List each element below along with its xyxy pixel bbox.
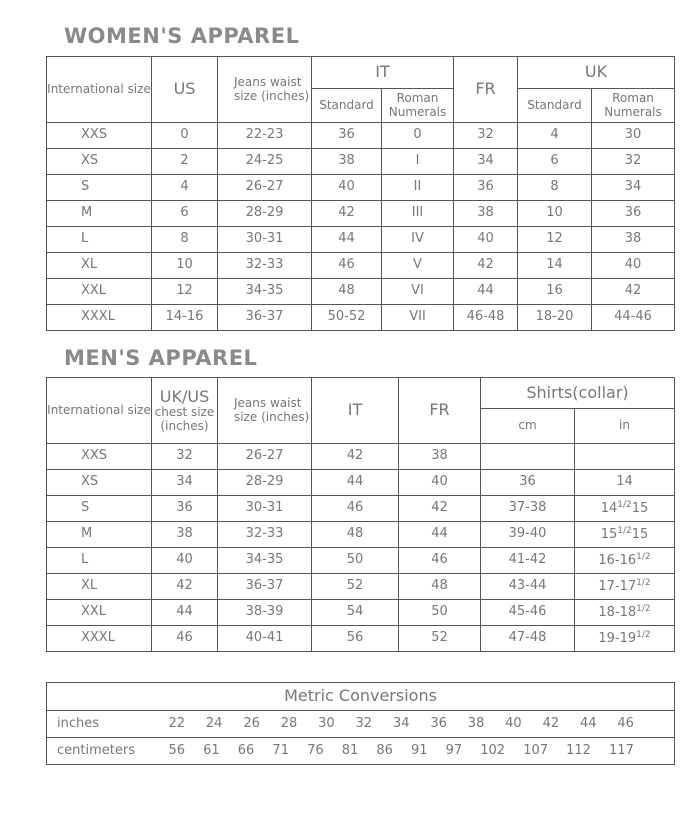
table-row [47, 305, 675, 331]
cm-value: 102 [480, 742, 506, 758]
size-label: XL [47, 253, 152, 279]
women-header-uk: UK [518, 57, 675, 89]
cm-value: 71 [272, 742, 289, 758]
size-label: XXL [47, 279, 152, 305]
fr-size: 38 [454, 201, 518, 227]
fraction-superscript: 1/2 [636, 552, 651, 563]
it-standard: 48 [312, 279, 382, 305]
uk-roman: 34 [592, 175, 675, 201]
it-roman: 0 [382, 123, 454, 149]
cm-value: 61 [203, 742, 220, 758]
fr-size: 44 [454, 279, 518, 305]
it-roman: V [382, 253, 454, 279]
us-size: 10 [152, 253, 218, 279]
uk-standard: 8 [518, 175, 592, 201]
table-row [47, 444, 675, 470]
it-size: 52 [312, 574, 399, 600]
table-row [47, 626, 675, 652]
jeans-waist: 34-35 [218, 279, 312, 305]
uk-standard: 10 [518, 201, 592, 227]
collar-cm: 45-46 [481, 600, 575, 626]
metric-inches-values [151, 711, 675, 738]
jeans-waist: 32-33 [218, 522, 312, 548]
inches-value: 38 [467, 715, 485, 731]
jeans-waist: 24-25 [218, 149, 312, 175]
men-header-ukus [152, 378, 218, 444]
table-row [47, 522, 675, 548]
inches-value: 46 [617, 715, 634, 731]
table-row [47, 548, 675, 574]
collar-in: $15^{1/2}15$ [575, 522, 675, 548]
collar-cm [481, 444, 575, 470]
size-label: M [47, 201, 152, 227]
fr-size: 42 [399, 496, 481, 522]
uk-standard: 12 [518, 227, 592, 253]
collar-in: $18-18^{1/2}$ [575, 600, 675, 626]
inches-value: 26 [243, 715, 260, 731]
fr-size: 44 [399, 522, 481, 548]
jeans-waist: 40-41 [218, 626, 312, 652]
chest-size: 34 [152, 470, 218, 496]
cm-value: 56 [168, 742, 186, 758]
men-size-table [46, 377, 675, 652]
men-header-in: in [575, 409, 675, 444]
jeans-waist: 26-27 [218, 175, 312, 201]
it-standard: 46 [312, 253, 382, 279]
cm-value: 91 [410, 742, 428, 758]
women-header-intl: International size [47, 57, 152, 123]
uk-roman: 32 [592, 149, 675, 175]
women-title: WOMEN'S APPAREL [64, 24, 300, 48]
fraction-superscript: 1/2 [617, 500, 632, 511]
women-header-it-roman: Roman Numerals [382, 89, 454, 123]
collar-in: $14^{1/2}15$ [575, 496, 675, 522]
fr-size: 36 [454, 175, 518, 201]
chest-size: 44 [152, 600, 218, 626]
it-roman: III [382, 201, 454, 227]
size-label: L [47, 227, 152, 253]
it-standard: 50-52 [312, 305, 382, 331]
table-row [47, 201, 675, 227]
it-size: 56 [312, 626, 399, 652]
it-roman: VI [382, 279, 454, 305]
table-row [47, 279, 675, 305]
jeans-waist: 28-29 [218, 470, 312, 496]
us-size: 12 [152, 279, 218, 305]
it-size: 44 [312, 470, 399, 496]
jeans-waist: 30-31 [218, 496, 312, 522]
men-header-cm: cm [481, 409, 575, 444]
women-header-it-standard: Standard [312, 89, 382, 123]
cm-value: 86 [376, 742, 393, 758]
it-standard: 38 [312, 149, 382, 175]
women-header-uk-roman: Roman Numerals [592, 89, 675, 123]
women-size-table [46, 56, 675, 331]
chest-size: 38 [152, 522, 218, 548]
uk-roman: 40 [592, 253, 675, 279]
inches-value: 30 [318, 715, 335, 731]
it-standard: 40 [312, 175, 382, 201]
fr-size: 46-48 [454, 305, 518, 331]
fr-size: 50 [399, 600, 481, 626]
it-size: 48 [312, 522, 399, 548]
cm-value: 117 [609, 742, 634, 758]
fr-size: 34 [454, 149, 518, 175]
table-row [47, 253, 675, 279]
fr-size: 38 [399, 444, 481, 470]
table-row [47, 470, 675, 496]
us-size: 2 [152, 149, 218, 175]
men-title: MEN'S APPAREL [64, 346, 258, 370]
women-header-uk-standard: Standard [518, 89, 592, 123]
it-standard: 36 [312, 123, 382, 149]
size-label: XXXL [47, 305, 152, 331]
inches-value: 24 [205, 715, 223, 731]
size-label: M [47, 522, 152, 548]
jeans-waist: 36-37 [218, 305, 312, 331]
us-size: 4 [152, 175, 218, 201]
women-header-jeans: Jeans waist size (inches) [218, 57, 312, 123]
collar-cm: 47-48 [481, 626, 575, 652]
men-header-shirts: Shirts(collar) [481, 378, 675, 409]
chest-size: 36 [152, 496, 218, 522]
inches-value: 32 [355, 715, 373, 731]
collar-cm: 39-40 [481, 522, 575, 548]
it-roman: IV [382, 227, 454, 253]
size-label: L [47, 548, 152, 574]
cm-value: 97 [445, 742, 463, 758]
us-size: 14-16 [152, 305, 218, 331]
inches-value: 28 [280, 715, 298, 731]
chest-size: 46 [152, 626, 218, 652]
jeans-waist: 38-39 [218, 600, 312, 626]
it-size: 54 [312, 600, 399, 626]
cm-value: 112 [566, 742, 591, 758]
uk-roman: 36 [592, 201, 675, 227]
men-header-jeans: Jeans waist size (inches) [218, 378, 312, 444]
it-size: 50 [312, 548, 399, 574]
chest-size: 42 [152, 574, 218, 600]
cm-value: 66 [237, 742, 255, 758]
collar-in [575, 444, 675, 470]
table-row [47, 175, 675, 201]
table-row [47, 149, 675, 175]
size-label: XXXL [47, 626, 152, 652]
inches-value: 36 [430, 715, 447, 731]
us-size: 6 [152, 201, 218, 227]
chest-size: 32 [152, 444, 218, 470]
it-roman: II [382, 175, 454, 201]
collar-in: $16-16^{1/2}$ [575, 548, 675, 574]
fr-size: 40 [399, 470, 481, 496]
jeans-waist: 36-37 [218, 574, 312, 600]
size-label: XL [47, 574, 152, 600]
metric-cm-label: centimeters [47, 738, 151, 765]
table-row [47, 227, 675, 253]
fr-size: 48 [399, 574, 481, 600]
uk-standard: 14 [518, 253, 592, 279]
it-size: 42 [312, 444, 399, 470]
collar-cm: 41-42 [481, 548, 575, 574]
fr-size: 46 [399, 548, 481, 574]
metric-cm-values [151, 738, 675, 765]
it-size: 46 [312, 496, 399, 522]
chest-size: 40 [152, 548, 218, 574]
cm-value: 81 [341, 742, 359, 758]
fraction-superscript: 1/2 [636, 578, 651, 589]
collar-in: $19-19^{1/2}$ [575, 626, 675, 652]
fraction-superscript: 1/2 [617, 526, 632, 537]
collar-in: $17-17^{1/2}$ [575, 574, 675, 600]
us-size: 0 [152, 123, 218, 149]
inches-value: 22 [168, 715, 186, 731]
us-size: 8 [152, 227, 218, 253]
size-label: S [47, 175, 152, 201]
it-roman: I [382, 149, 454, 175]
women-header-it: IT [312, 57, 454, 89]
collar-cm: 36 [481, 470, 575, 496]
uk-roman: 42 [592, 279, 675, 305]
size-label: XXL [47, 600, 152, 626]
table-row [47, 496, 675, 522]
men-header-ukus-top: UK/US [159, 386, 210, 406]
fr-size: 52 [399, 626, 481, 652]
fr-size: 42 [454, 253, 518, 279]
collar-cm: 37-38 [481, 496, 575, 522]
women-header-us: US [152, 57, 218, 123]
jeans-waist: 34-35 [218, 548, 312, 574]
men-header-it: IT [312, 378, 399, 444]
size-label: XS [47, 149, 152, 175]
collar-in: 14 [575, 470, 675, 496]
metric-title: Metric Conversions [47, 683, 675, 711]
uk-standard: 6 [518, 149, 592, 175]
table-row [47, 600, 675, 626]
uk-roman: 38 [592, 227, 675, 253]
size-label: XXS [47, 444, 152, 470]
metric-inches-label: inches [47, 711, 151, 738]
uk-standard: 18-20 [518, 305, 592, 331]
jeans-waist: 30-31 [218, 227, 312, 253]
uk-roman: 44-46 [592, 305, 675, 331]
uk-standard: 4 [518, 123, 592, 149]
jeans-waist: 28-29 [218, 201, 312, 227]
collar-cm: 43-44 [481, 574, 575, 600]
metric-conversion-table [46, 682, 675, 765]
size-label: XS [47, 470, 152, 496]
women-header-fr: FR [454, 57, 518, 123]
inches-value: 44 [579, 715, 597, 731]
inches-value: 34 [392, 715, 410, 731]
fr-size: 40 [454, 227, 518, 253]
cm-value: 107 [523, 742, 549, 758]
jeans-waist: 26-27 [218, 444, 312, 470]
table-row [47, 123, 675, 149]
it-standard: 42 [312, 201, 382, 227]
size-label: S [47, 496, 152, 522]
fraction-superscript: 1/2 [636, 630, 651, 641]
it-roman: VII [382, 305, 454, 331]
men-header-fr: FR [399, 378, 481, 444]
men-header-intl: International size [47, 378, 152, 444]
uk-roman: 30 [592, 123, 675, 149]
inches-value: 40 [505, 715, 522, 731]
fraction-superscript: 1/2 [636, 604, 651, 615]
cm-value: 76 [307, 742, 324, 758]
uk-standard: 16 [518, 279, 592, 305]
inches-value: 42 [542, 715, 560, 731]
fr-size: 32 [454, 123, 518, 149]
it-standard: 44 [312, 227, 382, 253]
men-header-ukus-sub: chest size (inches) [154, 404, 215, 433]
jeans-waist: 22-23 [218, 123, 312, 149]
jeans-waist: 32-33 [218, 253, 312, 279]
size-label: XXS [47, 123, 152, 149]
table-row [47, 574, 675, 600]
